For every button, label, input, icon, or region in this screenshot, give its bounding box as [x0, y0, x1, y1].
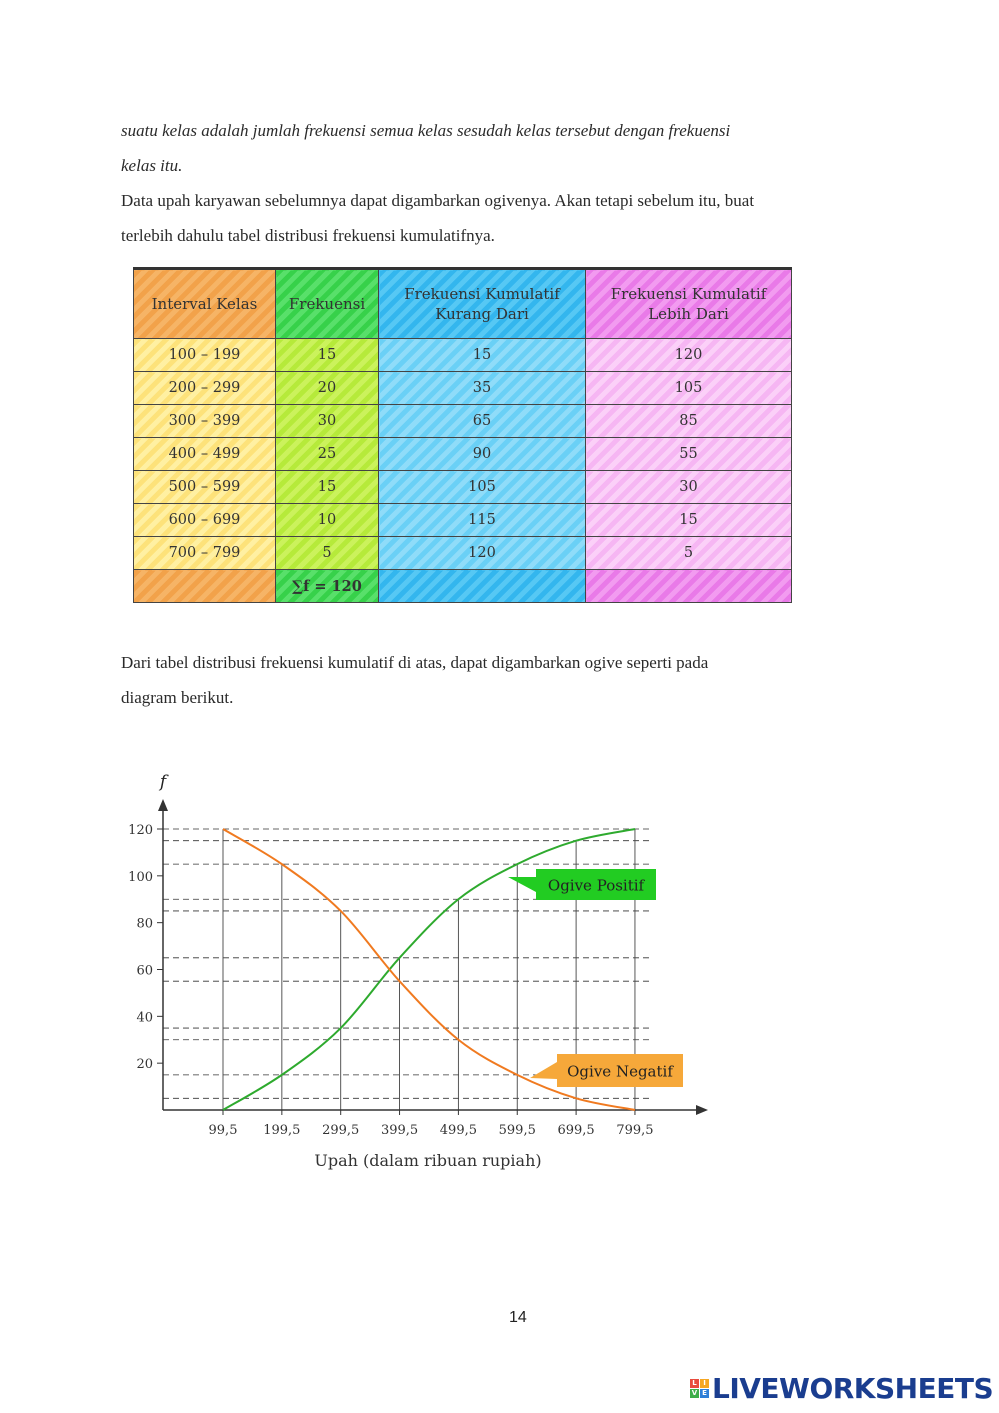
table-row	[134, 339, 792, 372]
table-row	[134, 537, 792, 570]
cell-frequency: 15	[276, 471, 379, 504]
cell-interval: 400 – 499	[134, 438, 276, 471]
logo-text: LIVEWORKSHEETS	[712, 1372, 994, 1405]
text-line: terlebih dahulu tabel distribusi frekuensi kumulatifnya.	[121, 226, 495, 245]
text-line: kelas itu.	[121, 156, 183, 175]
cell-cumulative-less: 115	[379, 504, 586, 537]
cell-frequency: 25	[276, 438, 379, 471]
cell-cumulative-less: 90	[379, 438, 586, 471]
cell-cumulative-less: 105	[379, 471, 586, 504]
text-line: Data upah karyawan sebelumnya dapat digambarkan ogivenya. Akan tetapi sebelum itu, buat	[121, 191, 755, 210]
empty-cell	[379, 570, 586, 603]
table-row	[134, 504, 792, 537]
table-row	[134, 372, 792, 405]
cell-cumulative-more: 105	[586, 372, 792, 405]
cell-cumulative-more: 55	[586, 438, 792, 471]
y-tick-label: 120	[128, 823, 153, 838]
y-axis-label: f	[159, 772, 167, 792]
table-header-row	[134, 269, 792, 339]
header-interval: Interval Kelas	[134, 269, 276, 339]
text-line: diagram berikut.	[121, 688, 234, 707]
x-tick-label: 399,5	[380, 1123, 419, 1138]
empty-cell	[586, 570, 792, 603]
x-axis-arrow	[696, 1105, 708, 1115]
frequency-table-container	[133, 267, 792, 601]
cell-frequency: 20	[276, 372, 379, 405]
cell-cumulative-less: 15	[379, 339, 586, 372]
header-text-line: Frekuensi Kumulatif	[404, 285, 560, 303]
cell-frequency: 10	[276, 504, 379, 537]
cell-frequency: 30	[276, 405, 379, 438]
ogive-chart	[110, 765, 730, 1185]
cell-cumulative-less: 65	[379, 405, 586, 438]
cell-cumulative-more: 5	[586, 537, 792, 570]
callout-text: Ogive Positif	[547, 876, 645, 895]
x-tick-label: 199,5	[263, 1123, 301, 1138]
x-tick-label: 699,5	[557, 1123, 595, 1138]
intro-italic-paragraph	[121, 113, 881, 183]
cell-interval: 300 – 399	[134, 405, 276, 438]
y-tick-label: 20	[136, 1057, 153, 1073]
logo-icon: L I V E	[690, 1379, 709, 1398]
x-tick-label: 299,5	[322, 1123, 360, 1138]
x-tick-label: 99,5	[208, 1123, 238, 1138]
cell-cumulative-more: 30	[586, 471, 792, 504]
table-sum-row	[134, 570, 792, 603]
cell-interval: 500 – 599	[134, 471, 276, 504]
header-cumulative-less	[379, 269, 586, 339]
cell-frequency: 15	[276, 339, 379, 372]
table-row	[134, 405, 792, 438]
outro-paragraph	[121, 645, 881, 715]
y-tick-label: 40	[136, 1010, 153, 1026]
y-tick-label: 100	[128, 869, 153, 885]
y-tick-label: 60	[136, 963, 153, 979]
y-axis-arrow	[158, 799, 168, 811]
intro-paragraph	[121, 183, 881, 253]
callout-pointer	[508, 877, 536, 892]
x-tick-label: 499,5	[439, 1123, 478, 1138]
y-tick-label: 80	[136, 916, 153, 932]
callout-pointer	[530, 1062, 557, 1079]
page-number: 14	[509, 1309, 527, 1326]
cell-interval: 600 – 699	[134, 504, 276, 537]
cell-interval: 700 – 799	[134, 537, 276, 570]
cumulative-frequency-table	[133, 267, 792, 603]
header-text-line: Frekuensi Kumulatif	[610, 285, 767, 303]
ogive-negative-label	[530, 1054, 683, 1087]
cell-cumulative-less: 35	[379, 372, 586, 405]
text-line: Dari tabel distribusi frekuensi kumulatif di atas, dapat digambarkan ogive seperti pada	[121, 653, 709, 672]
cell-cumulative-more: 15	[586, 504, 792, 537]
liveworksheets-logo	[690, 1372, 993, 1405]
x-tick-label: 599,5	[498, 1123, 536, 1138]
cell-cumulative-more: 120	[586, 339, 792, 372]
table-row	[134, 471, 792, 504]
header-cumulative-more	[586, 269, 792, 339]
sum-frequency: ∑f = 120	[276, 570, 379, 603]
header-frequency: Frekuensi	[276, 269, 379, 339]
text-line: suatu kelas adalah jumlah frekuensi semua kelas sesudah kelas tersebut dengan frekuensi	[121, 121, 731, 140]
cell-cumulative-more: 85	[586, 405, 792, 438]
x-axis-label: Upah (dalam ribuan rupiah)	[314, 1151, 542, 1170]
x-tick-label: 799,5	[616, 1123, 654, 1138]
empty-cell	[134, 570, 276, 603]
cell-interval: 200 – 299	[134, 372, 276, 405]
header-text-line: Kurang Dari	[435, 305, 529, 323]
cell-interval: 100 – 199	[134, 339, 276, 372]
table-row	[134, 438, 792, 471]
cell-cumulative-less: 120	[379, 537, 586, 570]
ogive-positive-label	[508, 869, 656, 900]
cell-frequency: 5	[276, 537, 379, 570]
callout-text: Ogive Negatif	[567, 1062, 673, 1081]
header-text-line: Lebih Dari	[648, 305, 729, 323]
